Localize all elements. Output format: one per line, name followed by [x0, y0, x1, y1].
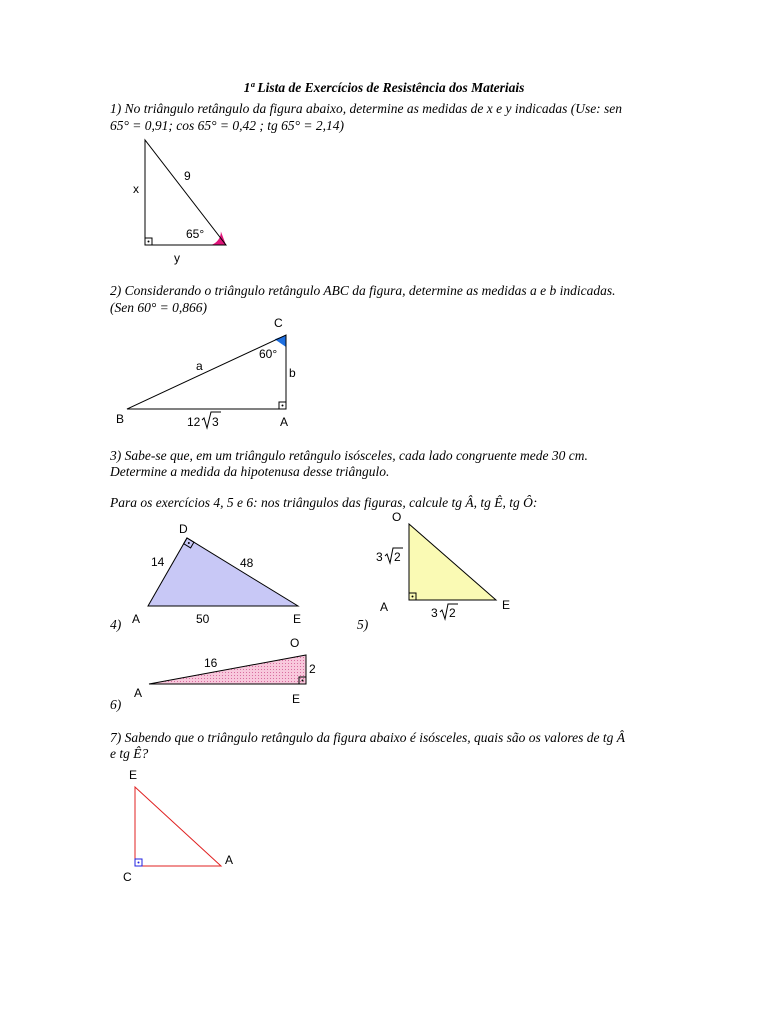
q2-base-radicand: 3 — [212, 415, 219, 429]
q5-horizontal-coef: 3 — [431, 606, 438, 620]
q5-right-angle-dot — [412, 596, 414, 598]
q7-label-c: C — [123, 870, 132, 884]
q5-triangle-figure — [376, 510, 510, 620]
q4-label-48: 48 — [240, 556, 254, 570]
q4-label-a: A — [132, 612, 141, 626]
q5-horizontal-radicand: 2 — [449, 606, 456, 620]
q4-label-e: E — [293, 612, 302, 626]
q7-label-a: A — [225, 853, 234, 867]
q6-label-a: A — [134, 686, 143, 700]
q7-right-angle-dot — [138, 862, 140, 864]
q6-triangle-figure — [134, 636, 316, 706]
q2-right-angle-dot — [282, 405, 284, 407]
q1-label-hypotenuse: 9 — [184, 169, 191, 183]
q2-label-vertex-a: A — [280, 415, 289, 429]
q1-text-line1: 1) No triângulo retângulo da figura abaixo, determine as medidas de x e y indicadas (Use: sen — [110, 101, 623, 116]
q7-label-e: E — [129, 768, 138, 782]
q5-vertical-coef: 3 — [376, 550, 383, 564]
q6-label-16: 16 — [204, 656, 218, 670]
q4-label-d: D — [179, 522, 188, 536]
page-title: 1ª Lista de Exercícios de Resistência dos Materiais — [243, 80, 525, 95]
q4-triangle — [148, 538, 298, 606]
q4-right-angle-dot — [188, 542, 190, 544]
q6-label-2: 2 — [309, 662, 316, 676]
q7-text-line2: e tg Ê? — [110, 746, 149, 761]
q6-label-o: O — [290, 636, 300, 650]
q5-triangle — [409, 524, 496, 600]
q4-triangle-figure — [132, 522, 301, 626]
q5-vertical-radicand: 2 — [394, 550, 401, 564]
q4-number: 4) — [110, 617, 122, 632]
q5-number: 5) — [357, 617, 369, 632]
q6-right-angle-dot — [302, 680, 304, 682]
q5-label-a: A — [380, 600, 389, 614]
q7-text-line1: 7) Sabendo que o triângulo retângulo da figura abaixo é isósceles, quais são os valores de tg Â — [110, 730, 625, 745]
q5-label-o: O — [392, 510, 402, 524]
q6-number: 6) — [110, 697, 122, 712]
q2-angle-mark — [275, 335, 286, 347]
q2-triangle-figure — [116, 316, 296, 429]
q4-label-14: 14 — [151, 555, 165, 569]
q7-triangle — [135, 787, 221, 866]
q7-triangle-figure — [123, 768, 233, 884]
q2-text-line1: 2) Considerando o triângulo retângulo ABC da figura, determine as medidas a e b indicadas. — [110, 283, 616, 298]
q5-label-e: E — [502, 598, 511, 612]
q1-label-x: x — [133, 182, 139, 196]
q2-text-line2: (Sen 60° = 0,866) — [110, 300, 207, 315]
q2-label-c: C — [274, 316, 283, 330]
q2-label-a: a — [196, 359, 203, 373]
q2-base-coef: 12 — [187, 415, 201, 429]
q1-right-angle-dot — [148, 241, 150, 243]
q1-triangle-figure — [133, 140, 226, 265]
q3-text-line2: Determine a medida da hipotenusa desse triângulo. — [110, 464, 390, 479]
q6-label-e: E — [292, 692, 301, 706]
q1-angle-mark — [211, 232, 226, 246]
q1-label-y: y — [174, 251, 180, 265]
q2-label-angle: 60° — [259, 347, 278, 361]
q6-triangle — [149, 655, 306, 684]
q2-label-vertex-b: B — [116, 412, 125, 426]
q1-label-angle: 65° — [186, 227, 205, 241]
exercises-4-6-intro: Para os exercícios 4, 5 e 6: nos triângulos das figuras, calcule tg Â, tg Ê, tg Ô: — [110, 495, 538, 510]
q2-label-b: b — [289, 366, 296, 380]
q3-text-line1: 3) Sabe-se que, em um triângulo retângulo isósceles, cada lado congruente mede 30 cm. — [110, 448, 588, 463]
q4-label-50: 50 — [196, 612, 210, 626]
q1-text-line2: 65° = 0,91; cos 65° = 0,42 ; tg 65° = 2,14) — [110, 118, 345, 133]
